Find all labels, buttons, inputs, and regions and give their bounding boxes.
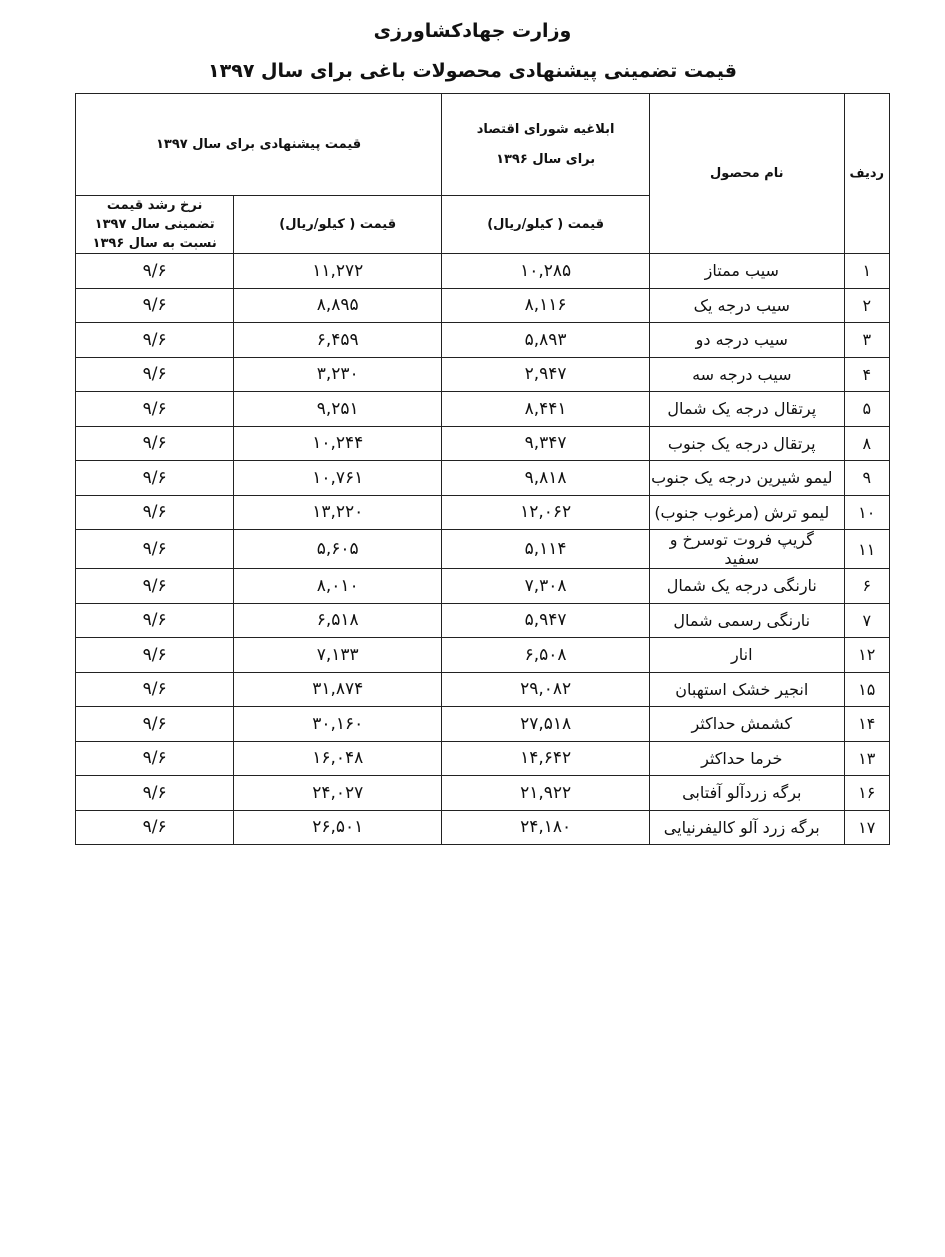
table-row — [76, 776, 890, 811]
growth-rate-cell: ۹/۶ — [76, 638, 234, 673]
row-number-cell: ۲ — [844, 288, 890, 323]
row-number-cell: ۳ — [844, 323, 890, 358]
price-1397-cell: ۱۰,۷۶۱ — [234, 461, 442, 496]
price-1396-cell: ۲,۹۴۷ — [442, 357, 650, 392]
row-number-cell: ۸ — [844, 426, 890, 461]
table-row — [76, 707, 890, 742]
ministry-name: وزارت جهادکشاورزی — [373, 20, 572, 42]
product-name-cell: خرما حداکثر — [650, 741, 844, 776]
row-number-cell: ۱۲ — [844, 638, 890, 673]
row-number-cell: ۴ — [844, 357, 890, 392]
price-1397-cell: ۶,۵۱۸ — [234, 603, 442, 638]
table-row — [76, 495, 890, 530]
price-1396-cell: ۱۲,۰۶۲ — [442, 495, 650, 530]
price-1396-cell: ۸,۱۱۶ — [442, 288, 650, 323]
table-row — [76, 461, 890, 496]
price-1397-cell: ۳۰,۱۶۰ — [234, 707, 442, 742]
price-1396-cell: ۲۱,۹۲۲ — [442, 776, 650, 811]
row-number-cell: ۱۵ — [844, 672, 890, 707]
product-name-cell: سیب درجه دو — [650, 323, 844, 358]
product-name-cell: برگه زرد آلو کالیفرنیایی — [650, 810, 844, 845]
table-row — [76, 426, 890, 461]
product-name-cell: انجیر خشک استهبان — [650, 672, 844, 707]
price-1397-cell: ۷,۱۳۳ — [234, 638, 442, 673]
price-1397-cell: ۱۱,۲۷۲ — [234, 254, 442, 289]
row-number-cell: ۷ — [844, 603, 890, 638]
header-approved-1396 — [442, 94, 650, 196]
table-row — [76, 530, 890, 569]
row-number-cell: ۵ — [844, 392, 890, 427]
header-row-number: ردیف — [844, 94, 890, 254]
header-growth-rate-label: نرخ رشد قیمت تضمینی سال ۱۳۹۷ نسبت به سال ۱۳۹۶ — [92, 198, 217, 251]
price-1397-cell: ۲۶,۵۰۱ — [234, 810, 442, 845]
product-name-cell: سیب درجه یک — [650, 288, 844, 323]
row-number-cell: ۱ — [844, 254, 890, 289]
table-row — [76, 638, 890, 673]
price-1396-cell: ۸,۴۴۱ — [442, 392, 650, 427]
row-number-cell: ۱۱ — [844, 530, 890, 569]
price-1396-cell: ۹,۸۱۸ — [442, 461, 650, 496]
price-1397-cell: ۳۱,۸۷۴ — [234, 672, 442, 707]
row-number-cell: ۱۳ — [844, 741, 890, 776]
price-1396-cell: ۷,۳۰۸ — [442, 569, 650, 604]
header-price-unit-1397: قیمت ( کیلو/ریال) — [234, 196, 442, 254]
product-name-cell: گریپ فروت توسرخ و سفید — [650, 530, 844, 569]
header-price-unit-1396: قیمت ( کیلو/ریال) — [442, 196, 650, 254]
price-1396-cell: ۵,۸۹۳ — [442, 323, 650, 358]
growth-rate-cell: ۹/۶ — [76, 672, 234, 707]
price-1397-cell: ۸,۸۹۵ — [234, 288, 442, 323]
row-number-cell: ۶ — [844, 569, 890, 604]
growth-rate-cell: ۹/۶ — [76, 254, 234, 289]
row-number-cell: ۹ — [844, 461, 890, 496]
table-row — [76, 254, 890, 289]
table-row — [76, 288, 890, 323]
growth-rate-cell: ۹/۶ — [76, 323, 234, 358]
product-name-cell: پرتقال درجه یک جنوب — [650, 426, 844, 461]
header-proposed-1397: قیمت پیشنهادی برای سال ۱۳۹۷ — [76, 94, 442, 196]
price-1397-cell: ۲۴,۰۲۷ — [234, 776, 442, 811]
table-row — [76, 392, 890, 427]
product-name-cell: نارنگی رسمی شمال — [650, 603, 844, 638]
price-1396-cell: ۲۷,۵۱۸ — [442, 707, 650, 742]
product-name-cell: کشمش حداکثر — [650, 707, 844, 742]
growth-rate-cell: ۹/۶ — [76, 707, 234, 742]
table-row — [76, 357, 890, 392]
row-number-cell: ۱۰ — [844, 495, 890, 530]
growth-rate-cell: ۹/۶ — [76, 530, 234, 569]
table-row — [76, 810, 890, 845]
table-row — [76, 741, 890, 776]
price-1397-cell: ۵,۶۰۵ — [234, 530, 442, 569]
price-1397-cell: ۱۶,۰۴۸ — [234, 741, 442, 776]
price-1396-cell: ۶,۵۰۸ — [442, 638, 650, 673]
product-name-cell: لیمو شیرین درجه یک جنوب — [650, 461, 844, 496]
price-1396-cell: ۱۴,۶۴۲ — [442, 741, 650, 776]
price-1397-cell: ۱۳,۲۲۰ — [234, 495, 442, 530]
header-growth-rate — [76, 196, 234, 254]
price-1396-cell: ۵,۱۱۴ — [442, 530, 650, 569]
price-1397-cell: ۶,۴۵۹ — [234, 323, 442, 358]
product-name-cell: لیمو ترش (مرغوب جنوب) — [650, 495, 844, 530]
price-table — [75, 93, 890, 845]
growth-rate-cell: ۹/۶ — [76, 603, 234, 638]
product-name-cell: پرتقال درجه یک شمال — [650, 392, 844, 427]
row-number-cell: ۱۴ — [844, 707, 890, 742]
price-1396-cell: ۵,۹۴۷ — [442, 603, 650, 638]
price-1397-cell: ۱۰,۲۴۴ — [234, 426, 442, 461]
growth-rate-cell: ۹/۶ — [76, 426, 234, 461]
product-name-cell: برگه زردآلو آفتابی — [650, 776, 844, 811]
growth-rate-cell: ۹/۶ — [76, 741, 234, 776]
growth-rate-cell: ۹/۶ — [76, 569, 234, 604]
header-product-name: نام محصول — [650, 94, 844, 254]
document-title: قیمت تضمینی پیشنهادی محصولات باغی برای سال ۱۳۹۷ — [208, 60, 737, 82]
product-name-cell: انار — [650, 638, 844, 673]
product-name-cell: سیب درجه سه — [650, 357, 844, 392]
growth-rate-cell: ۹/۶ — [76, 461, 234, 496]
price-1396-cell: ۱۰,۲۸۵ — [442, 254, 650, 289]
growth-rate-cell: ۹/۶ — [76, 357, 234, 392]
price-1397-cell: ۸,۰۱۰ — [234, 569, 442, 604]
growth-rate-cell: ۹/۶ — [76, 495, 234, 530]
price-1397-cell: ۹,۲۵۱ — [234, 392, 442, 427]
price-1396-cell: ۲۹,۰۸۲ — [442, 672, 650, 707]
row-number-cell: ۱۷ — [844, 810, 890, 845]
growth-rate-cell: ۹/۶ — [76, 392, 234, 427]
table-row — [76, 672, 890, 707]
table-row — [76, 603, 890, 638]
product-name-cell: سیب ممتاز — [650, 254, 844, 289]
growth-rate-cell: ۹/۶ — [76, 810, 234, 845]
price-1396-cell: ۲۴,۱۸۰ — [442, 810, 650, 845]
product-name-cell: نارنگی درجه یک شمال — [650, 569, 844, 604]
price-1397-cell: ۳,۲۳۰ — [234, 357, 442, 392]
row-number-cell: ۱۶ — [844, 776, 890, 811]
table-row — [76, 569, 890, 604]
price-1396-cell: ۹,۳۴۷ — [442, 426, 650, 461]
table-body — [76, 254, 890, 845]
table-row — [76, 323, 890, 358]
growth-rate-cell: ۹/۶ — [76, 288, 234, 323]
header-approved-1396-label: ابلاغیه شورای اقتصاد برای سال ۱۳۹۶ — [476, 121, 615, 167]
growth-rate-cell: ۹/۶ — [76, 776, 234, 811]
